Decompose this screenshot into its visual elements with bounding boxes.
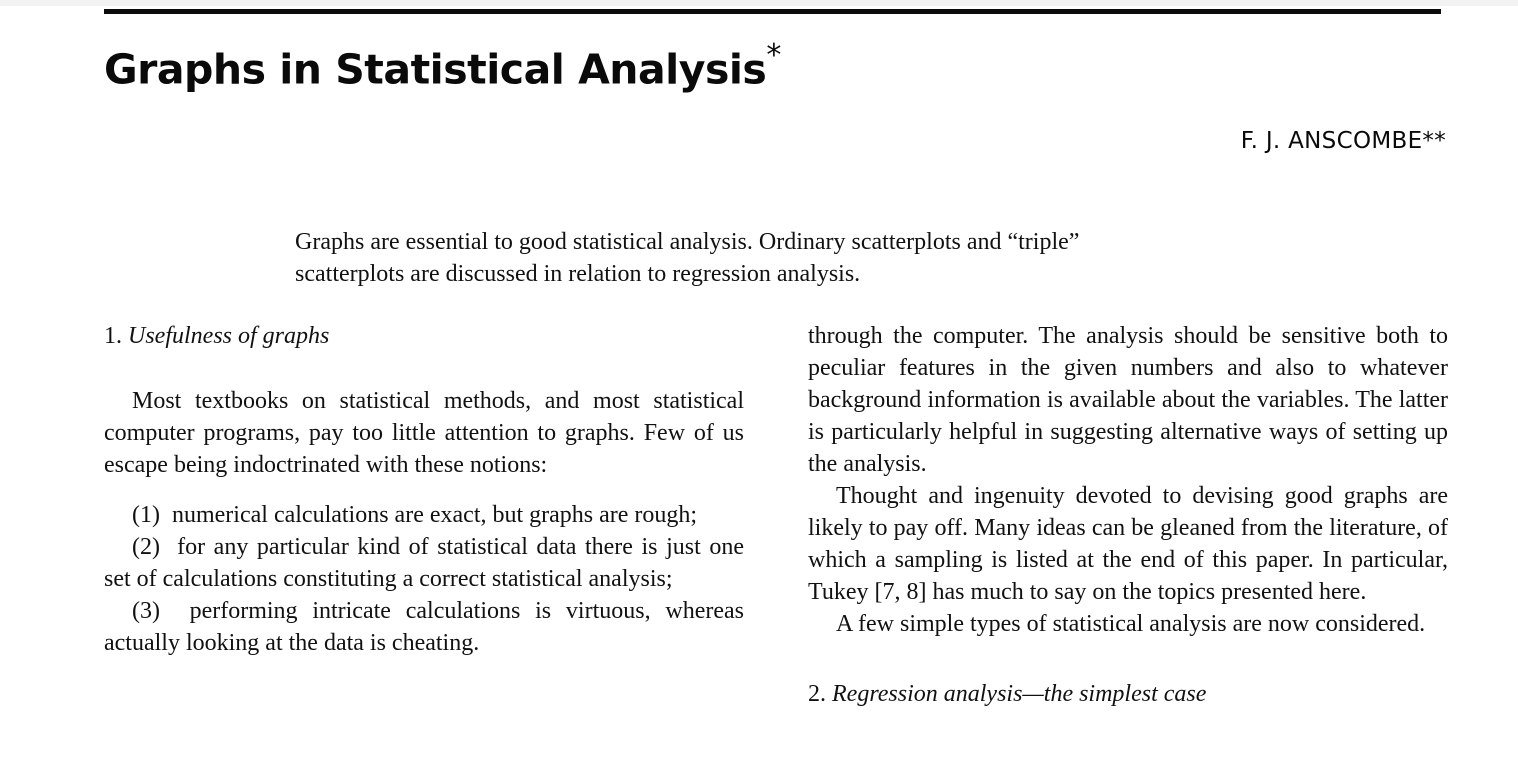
header-rule — [104, 9, 1441, 14]
left-column — [104, 320, 744, 659]
notion-label: (3) — [132, 598, 160, 624]
section-title: Usefulness of graphs — [128, 323, 330, 349]
continued-paragraph: through the computer. The analysis should be sensitive both to peculiar features in the given numbers and also to whatever background information is available about the variables. The latter is particularly helpful in suggesting alternative ways of setting up the analysis. — [808, 323, 1448, 477]
notion-label: (1) — [132, 502, 160, 528]
abstract — [295, 226, 1255, 290]
page-top-margin — [0, 0, 1518, 6]
section-heading-1 — [104, 320, 744, 352]
notion-text: performing intricate calculations is virtuous, whereas actually looking at the data is cheating. — [104, 598, 744, 656]
notion-item — [104, 595, 744, 659]
paper-title-text: Graphs in Statistical Analysis — [104, 45, 767, 94]
body-paragraph: Thought and ingenuity devoted to devising good graphs are likely to pay off. Many ideas can be gleaned from the literature, of which a sampling is listed at the end of this paper. In particular, Tukey [7, 8] has much to say on the topics presented here. — [808, 483, 1448, 605]
section-title: Regression analysis—the simplest case — [832, 681, 1207, 707]
notion-text: for any particular kind of statistical data there is just one set of calculations constituting a correct statistical analysis; — [104, 534, 744, 592]
title-footnote-mark: * — [766, 38, 781, 73]
notion-item — [104, 499, 744, 531]
abstract-line: Graphs are essential to good statistical analysis. Ordinary scatterplots and “triple” — [295, 229, 1080, 255]
notion-text: numerical calculations are exact, but graphs are rough; — [171, 502, 698, 528]
body-paragraph: A few simple types of statistical analysis are now considered. — [836, 611, 1426, 637]
intro-paragraph: Most textbooks on statistical methods, and most statistical computer programs, pay too little attention to graphs. Few of us escape being indoctrinated with these notions: — [104, 388, 744, 478]
section-number: 1. — [104, 323, 122, 349]
paper-title — [104, 38, 781, 94]
right-column — [808, 320, 1448, 710]
notion-item — [104, 531, 744, 595]
abstract-line: scatterplots are discussed in relation to regression analysis. — [295, 261, 861, 287]
notion-label: (2) — [132, 534, 160, 560]
section-heading-2 — [808, 678, 1448, 710]
paper-author: F. J. ANSCOMBE** — [1240, 128, 1446, 154]
section-number: 2. — [808, 681, 826, 707]
